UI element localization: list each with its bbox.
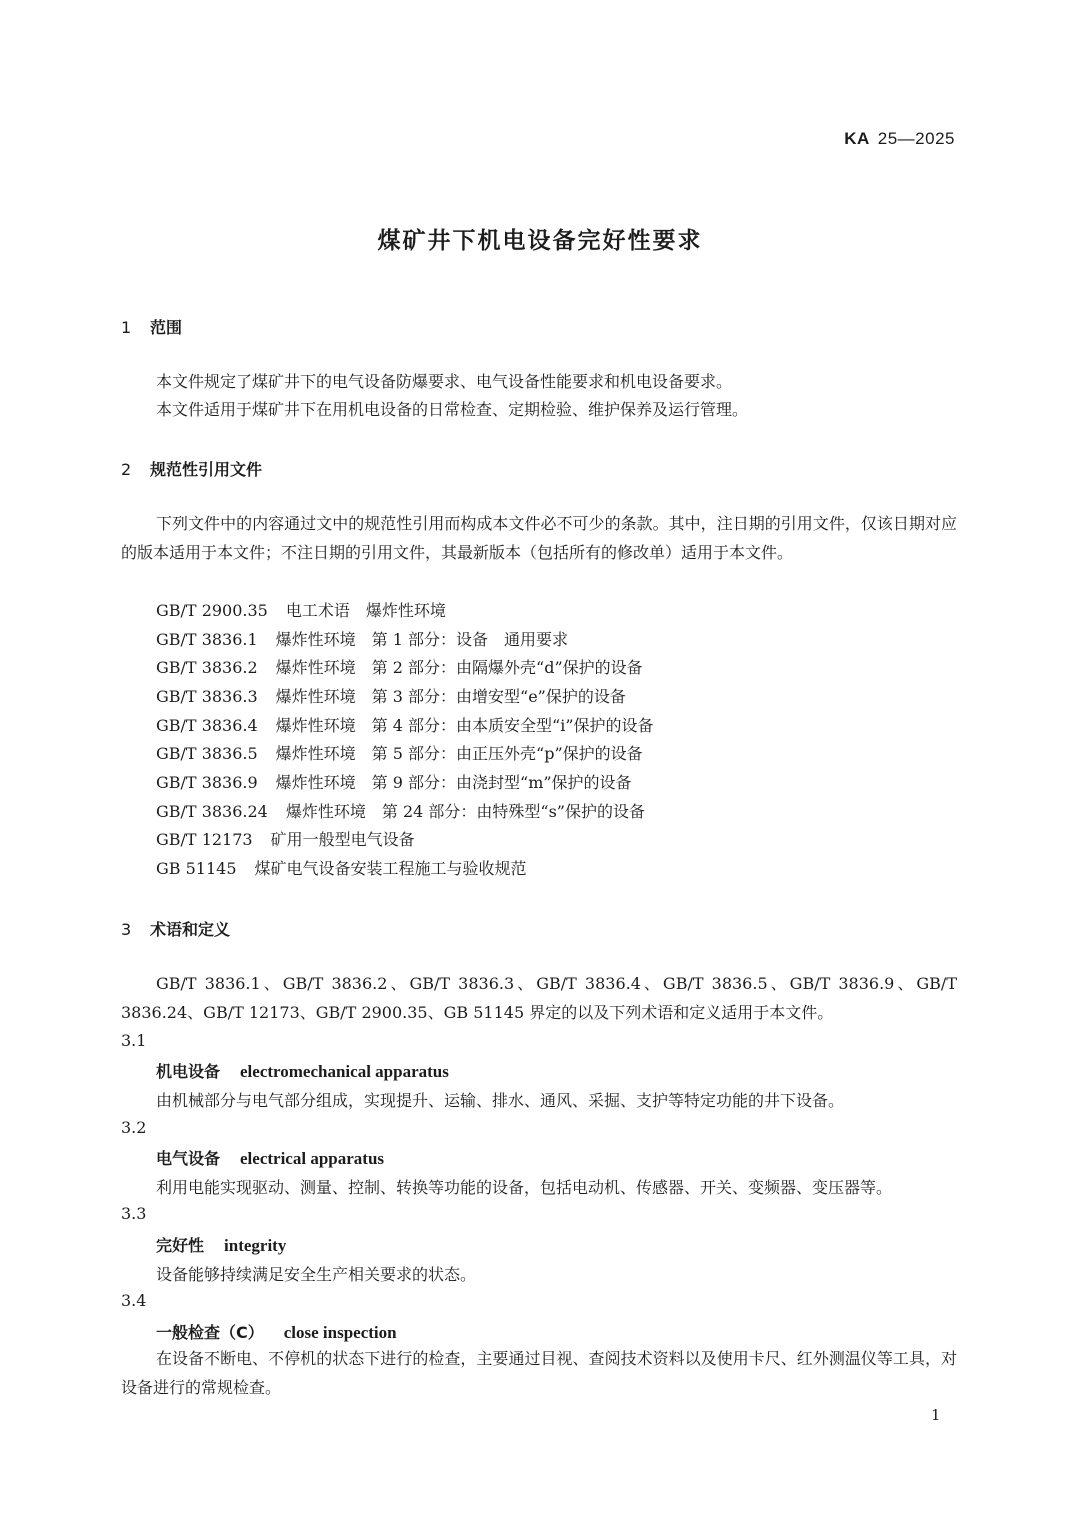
term-zh: 一般检查（C） (156, 1323, 264, 1342)
reference-title: 煤矿电气设备安装工程施工与验收规范 (254, 859, 527, 878)
term-en: close inspection (283, 1323, 397, 1342)
reference-code: GB/T 3836.3 (156, 687, 258, 706)
term-heading (156, 1233, 286, 1256)
reference-item (156, 741, 643, 764)
clause-number: 3.3 (121, 1204, 147, 1223)
standard-number: 25—2025 (877, 129, 955, 148)
reference-code: GB/T 3836.24 (156, 802, 268, 821)
paragraph: 本文件规定了煤矿井下的电气设备防爆要求、电气设备性能要求和机电设备要求。 (156, 372, 733, 391)
page-number: 1 (931, 1406, 941, 1424)
reference-item (156, 827, 415, 850)
reference-code: GB/T 3836.2 (156, 658, 258, 677)
section-3-heading (121, 917, 230, 940)
section-number: 1 (121, 318, 132, 337)
term-definition: 利用电能实现驱动、测量、控制、转换等功能的设备，包括电动机、传感器、开关、变频器、变压器等。 (156, 1178, 893, 1197)
reference-title: 矿用一般型电气设备 (270, 830, 415, 849)
section-2-heading (121, 457, 262, 480)
section-number: 2 (121, 460, 132, 479)
reference-title: 爆炸性环境 第 24 部分：由特殊型“s”保护的设备 (285, 802, 645, 821)
clause-number: 3.4 (121, 1291, 147, 1310)
reference-title: 爆炸性环境 第 3 部分：由增安型“e”保护的设备 (275, 687, 626, 706)
standard-code (844, 129, 955, 149)
term-definition: 由机械部分与电气部分组成，实现提升、运输、排水、通风、采掘、支护等特定功能的井下设备。 (156, 1091, 845, 1110)
reference-code: GB/T 2900.35 (156, 601, 268, 620)
term-zh: 电气设备 (156, 1149, 221, 1168)
document-title: 煤矿井下机电设备完好性要求 (377, 228, 703, 254)
reference-code: GB/T 3836.4 (156, 716, 258, 735)
paragraph: 下列文件中的内容通过文中的规范性引用而构成本文件必不可少的条款。其中，注日期的引用文件，仅该日期对应的版本适用于本文件；不注日期的引用文件，其最新版本（包括所有的修改单）适用于本文件。 (121, 514, 957, 562)
reference-item (156, 770, 632, 793)
reference-title: 爆炸性环境 第 2 部分：由隔爆外壳“d”保护的设备 (275, 658, 643, 677)
reference-code: GB/T 3836.1 (156, 630, 258, 649)
paragraph: GB/T 3836.1、GB/T 3836.2、GB/T 3836.3、GB/T 3836.4、GB/T 3836.5、GB/T 3836.9、GB/T 3836.24、GB/T 12173、GB/T 2900.35、GB 51145 界定的以及下列术语和定义适用于本文件。 (121, 974, 957, 1022)
reference-code: GB/T 12173 (156, 830, 253, 849)
standard-prefix: KA (844, 129, 870, 148)
paragraph: 本文件适用于煤矿井下在用机电设备的日常检查、定期检验、维护保养及运行管理。 (156, 400, 749, 419)
term-definition: 设备能够持续满足安全生产相关要求的状态。 (156, 1265, 477, 1284)
term-en: electromechanical apparatus (240, 1062, 449, 1081)
term-heading (156, 1059, 449, 1082)
clause-number: 3.1 (121, 1031, 147, 1050)
reference-code: GB/T 3836.5 (156, 744, 258, 763)
reference-title: 爆炸性环境 第 9 部分：由浇封型“m”保护的设备 (275, 773, 632, 792)
section-1-heading (121, 315, 182, 338)
term-en: electrical apparatus (240, 1149, 385, 1168)
reference-title: 电工术语 爆炸性环境 (285, 601, 446, 620)
reference-item (156, 713, 654, 736)
reference-title: 爆炸性环境 第 4 部分：由本质安全型“i”保护的设备 (275, 716, 654, 735)
reference-item (156, 799, 645, 822)
reference-item (156, 627, 568, 650)
term-zh: 机电设备 (156, 1062, 221, 1081)
term-heading (156, 1320, 397, 1343)
section-title: 术语和定义 (150, 920, 231, 939)
term-heading (156, 1146, 384, 1169)
term-zh: 完好性 (156, 1236, 205, 1255)
term-en: integrity (224, 1236, 287, 1255)
term-definition: 在设备不断电、不停机的状态下进行的检查，主要通过目视、查阅技术资料以及使用卡尺、红外测温仪等工具，对设备进行的常规检查。 (121, 1349, 957, 1397)
reference-code: GB 51145 (156, 859, 237, 878)
section-title: 规范性引用文件 (150, 460, 263, 479)
reference-item (156, 655, 643, 678)
reference-item (156, 598, 446, 621)
section-number: 3 (121, 920, 132, 939)
section-title: 范围 (150, 318, 183, 337)
reference-item (156, 684, 626, 707)
reference-title: 爆炸性环境 第 5 部分：由正压外壳“p”保护的设备 (275, 744, 643, 763)
reference-code: GB/T 3836.9 (156, 773, 258, 792)
reference-title: 爆炸性环境 第 1 部分：设备 通用要求 (275, 630, 569, 649)
clause-number: 3.2 (121, 1118, 147, 1137)
reference-item (156, 856, 527, 879)
